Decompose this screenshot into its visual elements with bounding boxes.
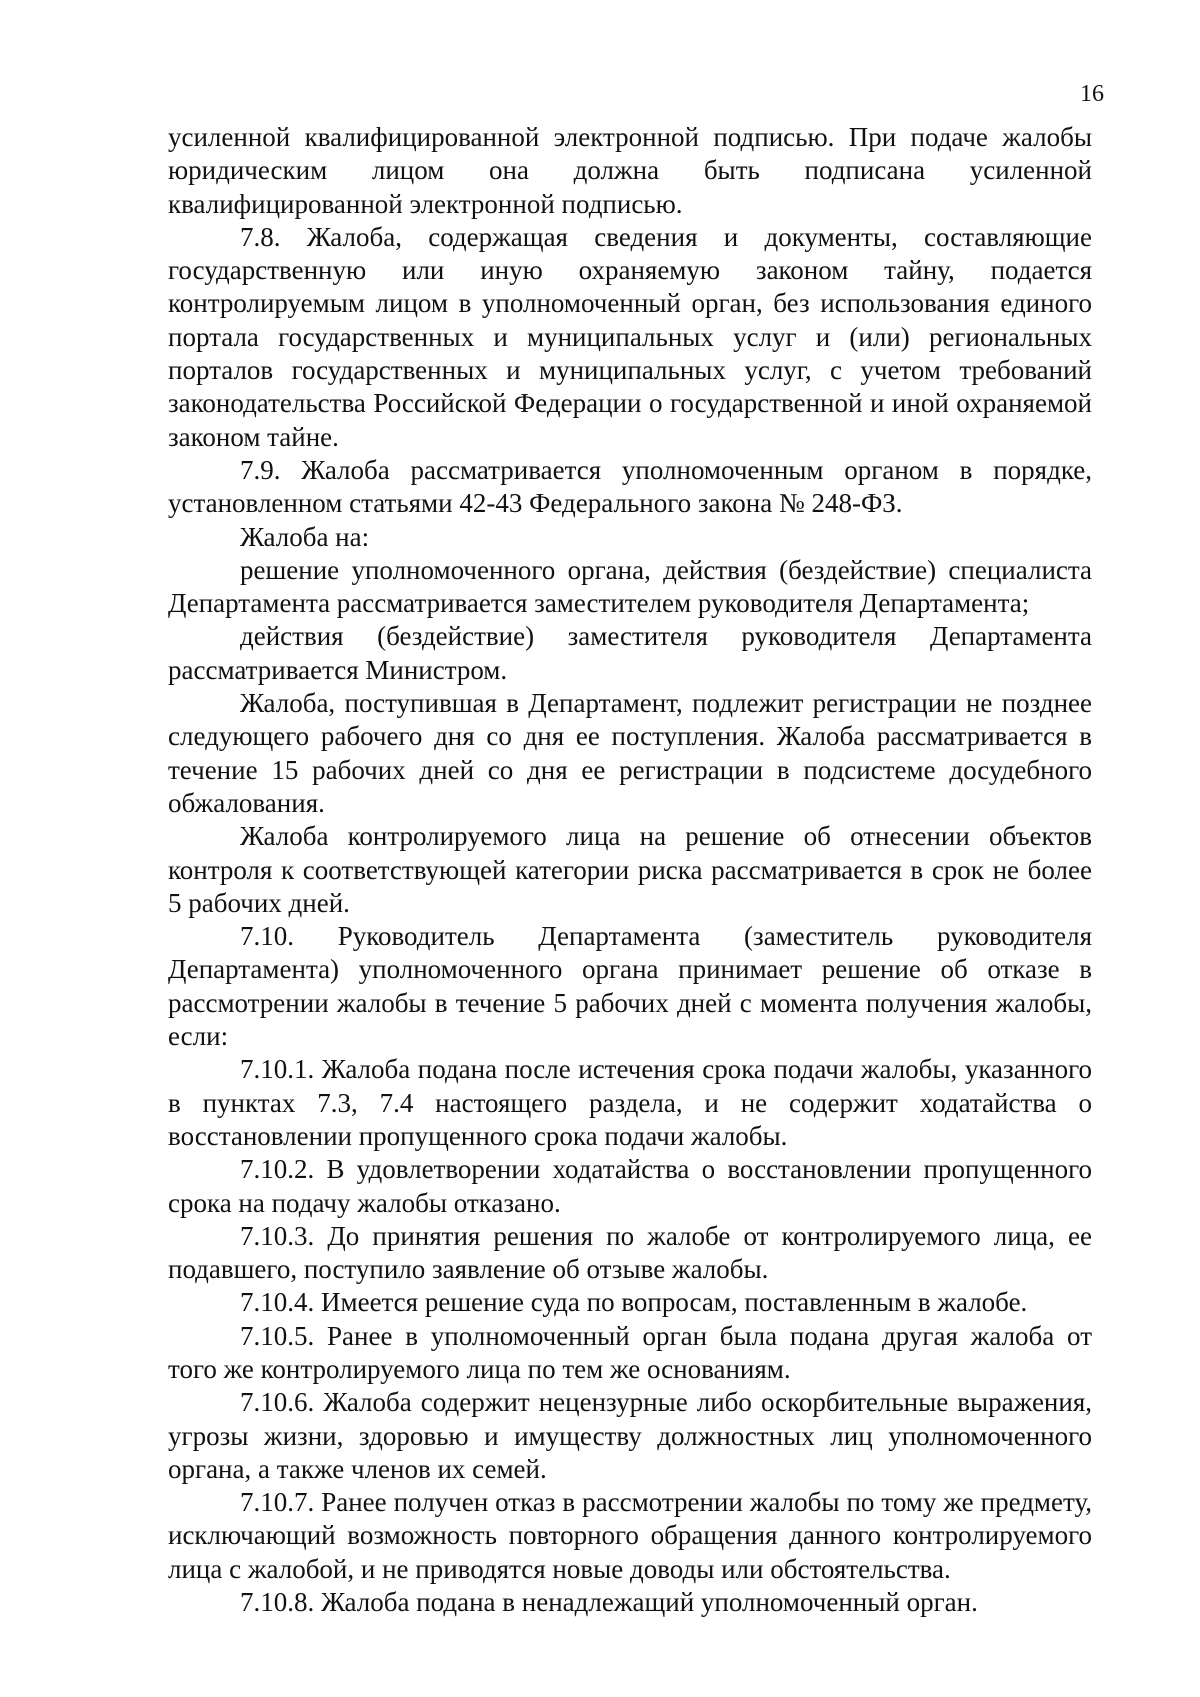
paragraph-7-10-5: 7.10.5. Ранее в уполномоченный орган была подана другая жалоба от того же контролируемого лица по тем же основаниям.	[168, 1320, 1092, 1384]
page-number: 16	[1080, 81, 1104, 107]
paragraph-continuation: усиленной квалифицированной электронной подписью. При подаче жалобы юридическим лицом она должна быть подписана усиленной квалифицированной электронной подписью.	[168, 122, 1092, 219]
paragraph-7-10-7: 7.10.7. Ранее получен отказ в рассмотрении жалобы по тому же предмету, исключающий возможность повторного обращения данного контролируемого лица с жалобой, и не приводятся новые доводы или обстоятельства.	[168, 1487, 1092, 1584]
paragraph-7-10-8: 7.10.8. Жалоба подана в ненадлежащий уполномоченный орган.	[240, 1587, 978, 1618]
paragraph-7-10-4: 7.10.4. Имеется решение суда по вопросам, поставленным в жалобе.	[240, 1287, 1028, 1318]
paragraph-7-9: 7.9. Жалоба рассматривается уполномоченным органом в порядке, установленном статьями 42-43 Федерального закона № 248-ФЗ.	[168, 454, 1092, 519]
paragraph-decision-of-authority: решение уполномоченного органа, действия (бездействие) специалиста Департамента рассматривается заместителем руководителя Департамента;	[168, 554, 1092, 619]
paragraph-registration-terms: Жалоба, поступившая в Департамент, подлежит регистрации не позднее следующего рабочего дня со дня ее поступления. Жалоба рассматривается в течение 15 рабочих дней со дня ее регистрации в подсистеме досудебного обжалования.	[168, 688, 1092, 818]
paragraph-7-10-2: 7.10.2. В удовлетворении ходатайства о восстановлении пропущенного срока на подачу жалобы отказано.	[168, 1154, 1092, 1218]
paragraph-complaint-on: Жалоба на:	[240, 521, 370, 552]
document-body	[168, 121, 1092, 1619]
paragraph-7-10-3: 7.10.3. До принятия решения по жалобе от контролируемого лица, ее подавшего, поступило заявление об отзыве жалобы.	[168, 1220, 1092, 1285]
paragraph-7-10-6: 7.10.6. Жалоба содержит нецензурные либо оскорбительные выражения, угрозы жизни, здоровью и имуществу должностных лиц уполномоченного органа, а также членов их семей.	[168, 1387, 1092, 1484]
paragraph-7-10-1: 7.10.1. Жалоба подана после истечения срока подачи жалобы, указанного в пунктах 7.3, 7.4 настоящего раздела, и не содержит ходатайства о восстановлении пропущенного срока подачи жалобы.	[168, 1054, 1092, 1151]
paragraph-deputy-actions: действия (бездействие) заместителя руководителя Департамента рассматривается Министром.	[168, 621, 1092, 685]
paragraph-7-8: 7.8. Жалоба, содержащая сведения и документы, составляющие государственную или иную охраняемую законом тайну, подается контролируемым лицом в уполномоченный орган, без использования единого портала государственных и муниципальных услуг и (или) региональных порталов государственных и муниципальных услуг, с учетом требований законодательства Российской Федерации о государственной и иной охраняемой законом тайне.	[168, 221, 1092, 452]
paragraph-7-10: 7.10. Руководитель Департамента (заместитель руководителя Департамента) уполномоченного органа принимает решение об отказе в рассмотрении жалобы в течение 5 рабочих дней с момента получения жалобы, если:	[168, 921, 1092, 1052]
paragraph-risk-category: Жалоба контролируемого лица на решение об отнесении объектов контроля к соответствующей категории риска рассматривается в срок не более 5 рабочих дней.	[168, 821, 1092, 918]
